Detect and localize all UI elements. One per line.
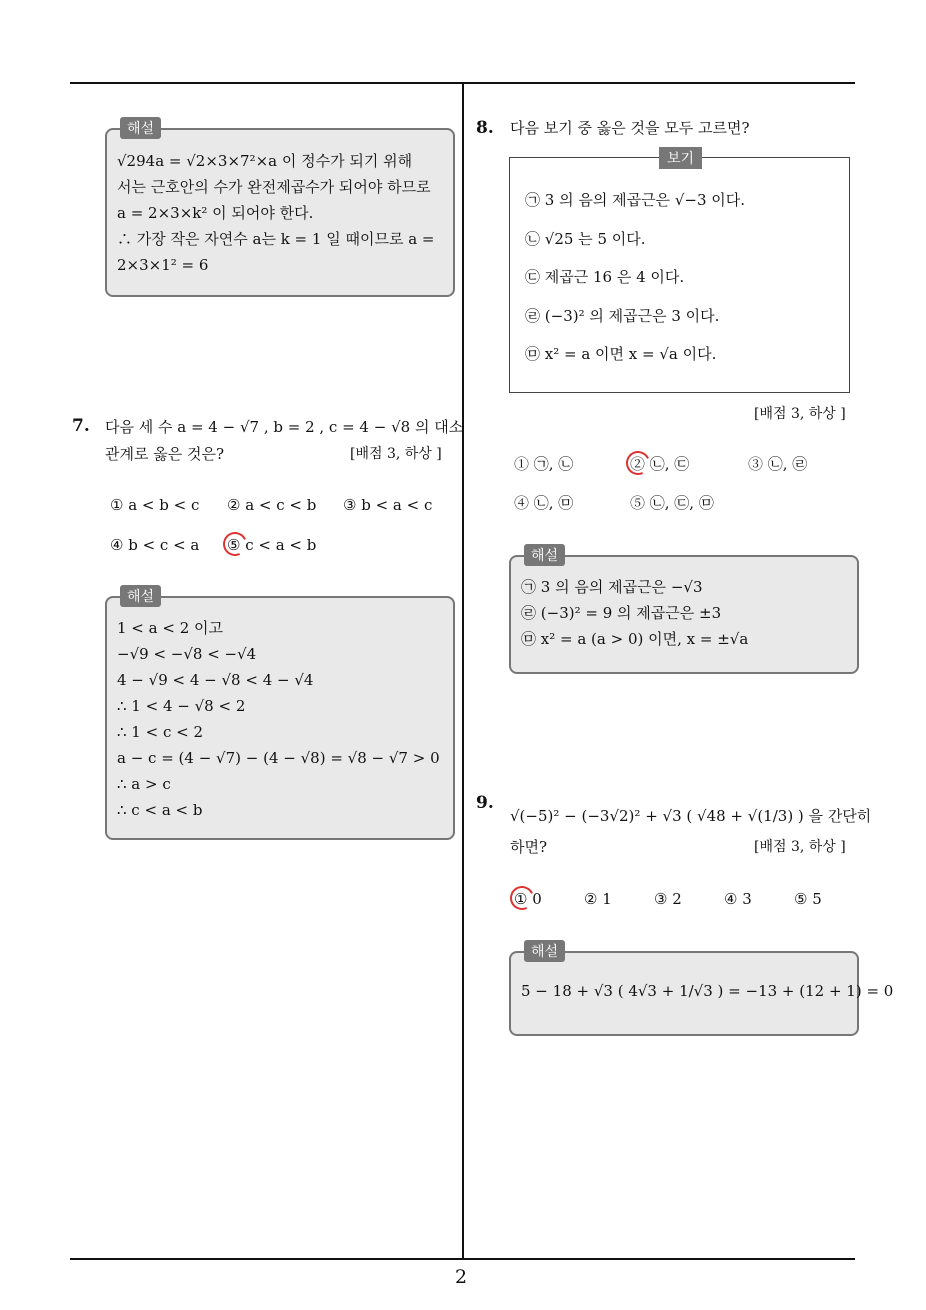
score-label: [배점 3, 하상 ] — [754, 839, 846, 855]
choice-4[interactable]: ④ 3 — [724, 890, 752, 908]
bottom-rule — [70, 1258, 855, 1260]
question-text: √(−5)² − (−3√2)² + √3 ( √48 + √(1/3) ) 을 간단히 — [510, 807, 872, 825]
score-label: [배점 3, 하상 ] — [350, 446, 442, 462]
solution-line: 1 < a < 2 이고 — [117, 619, 223, 637]
question-number: 7. — [72, 416, 90, 436]
question-text: 다음 보기 중 옳은 것을 모두 고르면? — [510, 119, 750, 137]
bogi-item: ㉢ 제곱근 16 은 4 이다. — [525, 268, 685, 286]
choice-5[interactable]: ⑤ c < a < b — [227, 536, 317, 554]
bogi-item: ㉠ 3 의 음의 제곱근은 √−3 이다. — [525, 191, 746, 209]
choice-3[interactable]: ③ ㉡, ㉣ — [748, 455, 808, 473]
question-text: 관계로 옳은 것은? — [105, 445, 225, 463]
bogi-item: ㉡ √25 는 5 이다. — [525, 230, 646, 248]
solution-line: a − c = (4 − √7) − (4 − √8) = √8 − √7 > 0 — [117, 749, 440, 767]
question-number: 8. — [476, 118, 494, 138]
solution-line: ∴ 가장 작은 자연수 a는 k = 1 일 때이므로 a = — [117, 230, 435, 248]
column-divider — [462, 83, 464, 1259]
bogi-item: ㉣ (−3)² 의 제곱근은 3 이다. — [525, 307, 720, 325]
choice-2[interactable]: ② a < c < b — [227, 496, 317, 514]
solution-line: ∴ 1 < c < 2 — [117, 723, 204, 741]
solution-line: 4 − √9 < 4 − √8 < 4 − √4 — [117, 671, 314, 689]
solution-line: ㉣ (−3)² = 9 의 제곱근은 ±3 — [521, 604, 722, 622]
question-text: 다음 세 수 a = 4 − √7 , b = 2 , c = 4 − √8 의 대소 — [105, 418, 464, 436]
bogi-tag: 보기 — [659, 147, 702, 169]
solution-line: ㉤ x² = a (a > 0) 이면, x = ±√a — [521, 630, 749, 648]
choice-1[interactable]: ① 0 — [514, 890, 542, 908]
solution-tag: 해설 — [120, 585, 161, 607]
solution-line: √294a = √2×3×7²×a 이 정수가 되기 위해 — [117, 152, 413, 170]
choice-5[interactable]: ⑤ 5 — [794, 890, 822, 908]
question-number: 9. — [476, 793, 494, 813]
page-number: 2 — [455, 1266, 468, 1288]
solution-tag: 해설 — [524, 544, 565, 566]
choice-4[interactable]: ④ ㉡, ㉤ — [514, 494, 574, 512]
choice-5[interactable]: ⑤ ㉡, ㉢, ㉤ — [630, 494, 714, 512]
choice-4[interactable]: ④ b < c < a — [110, 536, 200, 554]
bogi-item: ㉤ x² = a 이면 x = √a 이다. — [525, 345, 717, 363]
solution-line: ∴ 1 < 4 − √8 < 2 — [117, 697, 246, 715]
choice-1[interactable]: ① a < b < c — [110, 496, 200, 514]
solution-tag: 해설 — [524, 940, 565, 962]
choice-2[interactable]: ② ㉡, ㉢ — [630, 455, 690, 473]
score-label: [배점 3, 하상 ] — [754, 406, 846, 422]
question-text: 하면? — [510, 838, 548, 856]
choice-1[interactable]: ① ㉠, ㉡ — [514, 455, 574, 473]
solution-line: ∴ c < a < b — [117, 801, 203, 819]
choice-3[interactable]: ③ 2 — [654, 890, 682, 908]
solution-tag: 해설 — [120, 117, 161, 139]
choice-2[interactable]: ② 1 — [584, 890, 612, 908]
choice-3[interactable]: ③ b < a < c — [343, 496, 433, 514]
solution-line: 5 − 18 + √3 ( 4√3 + 1/√3 ) = −13 + (12 + 1) = 0 — [521, 982, 894, 1000]
solution-line: ㉠ 3 의 음의 제곱근은 −√3 — [521, 578, 703, 596]
solution-line: −√9 < −√8 < −√4 — [117, 645, 257, 663]
solution-line: 2×3×1² = 6 — [117, 256, 209, 274]
solution-line: 서는 근호안의 수가 완전제곱수가 되어야 하므로 — [117, 178, 431, 196]
solution-line: a = 2×3×k² 이 되어야 한다. — [117, 204, 314, 222]
solution-line: ∴ a > c — [117, 775, 171, 793]
